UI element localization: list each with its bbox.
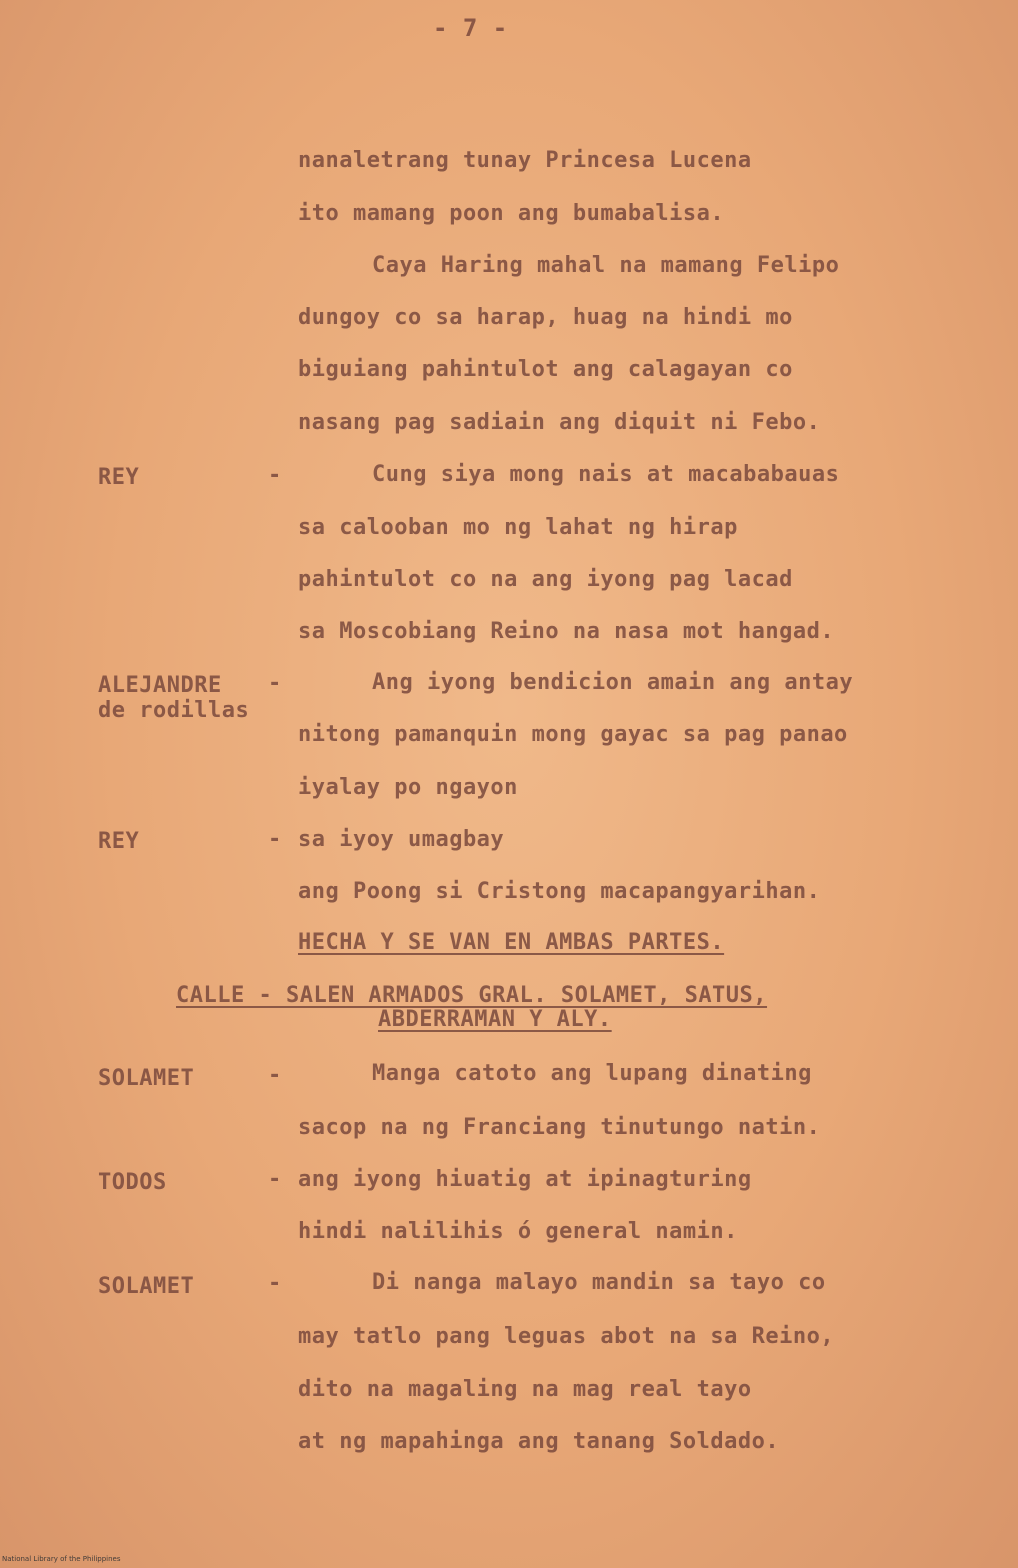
verse-line: hindi nalilihis ó general namin. [298, 1219, 738, 1244]
speaker-dash: - [268, 463, 282, 488]
verse-line: at ng mapahinga ang tanang Soldado. [298, 1429, 780, 1454]
speaker-dash: - [268, 1271, 282, 1296]
footer-credit: National Library of the Philippines [2, 1555, 121, 1563]
verse-line: nitong pamanquin mong gayac sa pag panao [298, 722, 848, 747]
speaker-todos: TODOS [98, 1170, 167, 1195]
scene-heading: CALLE - SALEN ARMADOS GRAL. SOLAMET, SATUS, [176, 983, 768, 1008]
verse-line: Caya Haring mahal na mamang Felipo [372, 253, 840, 278]
speaker-dash: - [268, 1167, 282, 1192]
speaker-rey: REY [98, 465, 140, 490]
speaker-dash: - [268, 671, 282, 696]
speaker-stage-note: de rodillas [98, 698, 250, 723]
verse-line: dungoy co sa harap, huag na hindi mo [298, 305, 793, 330]
verse-line: dito na magaling na mag real tayo [298, 1377, 752, 1402]
speaker-rey: REY [98, 829, 140, 854]
verse-line: biguiang pahintulot ang calagayan co [298, 357, 793, 382]
verse-line: Cung siya mong nais at macababauas [372, 462, 840, 487]
verse-line: Di nanga malayo mandin sa tayo co [372, 1270, 826, 1295]
verse-line: may tatlo pang leguas abot na sa Reino, [298, 1324, 835, 1349]
verse-line: sa Moscobiang Reino na nasa mot hangad. [298, 619, 835, 644]
verse-line: Manga catoto ang lupang dinating [372, 1061, 812, 1086]
scene-heading-cont: ABDERRAMAN Y ALY. [378, 1007, 612, 1032]
speaker-alejandre: ALEJANDRE [98, 673, 222, 698]
verse-line: iyalay po ngayon [298, 775, 518, 800]
verse-line: sa calooban mo ng lahat ng hirap [298, 515, 738, 540]
verse-line: nanaletrang tunay Princesa Lucena [298, 148, 752, 173]
verse-line: ang iyong hiuatig at ipinagturing [298, 1167, 752, 1192]
speaker-solamet: SOLAMET [98, 1066, 195, 1091]
verse-line: nasang pag sadiain ang diquit ni Febo. [298, 410, 821, 435]
verse-line: Ang iyong bendicion amain ang antay [372, 670, 854, 695]
verse-line: sa iyoy umagbay [298, 827, 505, 852]
stage-direction: HECHA Y SE VAN EN AMBAS PARTES. [298, 930, 725, 955]
speaker-dash: - [268, 827, 282, 852]
verse-line: ito mamang poon ang bumabalisa. [298, 201, 725, 226]
verse-line: sacop na ng Franciang tinutungo natin. [298, 1115, 821, 1140]
verse-line: pahintulot co na ang iyong pag lacad [298, 567, 793, 592]
speaker-dash: - [268, 1063, 282, 1088]
verse-line: ang Poong si Cristong macapangyarihan. [298, 879, 821, 904]
page-number: - 7 - [433, 14, 508, 42]
speaker-solamet: SOLAMET [98, 1274, 195, 1299]
